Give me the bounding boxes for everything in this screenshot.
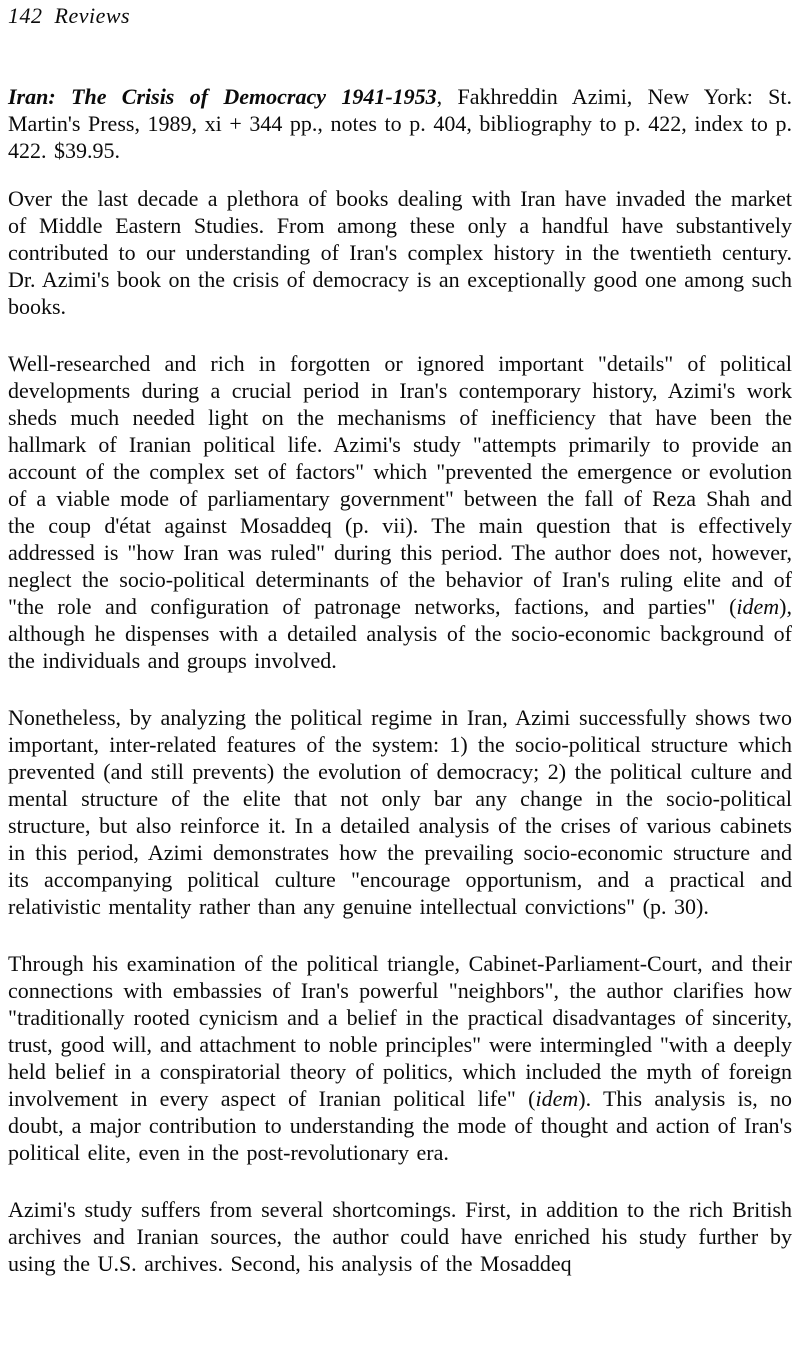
review-paragraph bbox=[8, 704, 792, 920]
running-head: 142 Reviews bbox=[8, 3, 131, 28]
review-body bbox=[8, 185, 792, 1277]
paragraph-text: Azimi's study suffers from several shortcomings. First, in addition to the rich British archives and Iranian sources, the author could have enriched his study further by using the U.S. archives. Second, his analysis of the Mosaddeq bbox=[8, 1197, 792, 1276]
paragraph-text: ). This analysis is, no doubt, a major contribution to understanding the mode of thought and action of Iran's political elite, even in the post-revolutionary era. bbox=[8, 1086, 793, 1165]
citation-details: , Fakhreddin Azimi, New York: St. Martin's Press, 1989, xi + 344 pp., notes to p. 404, bibliography to p. 422, index to p. 422. $39.95. bbox=[8, 84, 792, 163]
paragraph-text: Over the last decade a plethora of books dealing with Iran have invaded the market of Middle Eastern Studies. From among these only a handful have substantively contributed to our understanding of Iran's complex history in the twentieth century. Dr. Azimi's book on the crisis of democracy is an exceptionally good one among such books. bbox=[8, 186, 792, 319]
paragraph-text: ), although he dispenses with a detailed analysis of the socio-economic background of the individuals and groups involved. bbox=[8, 594, 792, 673]
paragraph-text: Well-researched and rich in forgotten or ignored important "details" of political developments during a crucial period in Iran's contemporary history, Azimi's work sheds much needed light on the mechanisms of inefficiency that have been the hallmark of Iranian political life. Azimi's study "attempts primarily to provide an account of the complex set of factors" which "prevented the emergence or evolution of a viable mode of parliamentary government" between the fall of Reza Shah and the coup d'état against Mosaddeq (p. vii). The main question that is effectively addressed is "how Iran was ruled" during this period. The author does not, however, neglect the socio-political determinants of the behavior of Iran's ruling elite and of "the role and configuration of patronage networks, factions, and parties" ( bbox=[8, 351, 792, 619]
italic-term: idem bbox=[535, 1086, 579, 1111]
book-citation bbox=[8, 83, 792, 164]
review-paragraph bbox=[8, 185, 792, 320]
review-paragraph bbox=[8, 350, 792, 674]
book-title: Iran: The Crisis of Democracy 1941-1953 bbox=[8, 84, 437, 109]
italic-term: idem bbox=[736, 594, 780, 619]
review-paragraph bbox=[8, 1196, 792, 1277]
review-paragraph bbox=[8, 950, 792, 1166]
paragraph-text: Nonetheless, by analyzing the political regime in Iran, Azimi successfully shows two important, inter-related features of the system: 1) the socio-political structure which prevented (and still prevents) the evolution of democracy; 2) the political culture and mental structure of the elite that not only bar any change in the socio-political structure, but also reinforce it. In a detailed analysis of the crises of various cabinets in this period, Azimi demonstrates how the prevailing socio-economic structure and its accompanying political culture "encourage opportunism, and a practical and relativistic mentality rather than any genuine intellectual convictions" (p. 30). bbox=[8, 705, 792, 919]
paragraph-text: Through his examination of the political triangle, Cabinet-Parliament-Court, and their connections with embassies of Iran's powerful "neighbors", the author clarifies how "traditionally rooted cynicism and a belief in the practical disadvantages of sincerity, trust, good will, and attachment to noble principles" were intermingled "with a deeply held belief in a conspiratorial theory of politics, which included the myth of foreign involvement in every aspect of Iranian political life" ( bbox=[8, 951, 792, 1111]
